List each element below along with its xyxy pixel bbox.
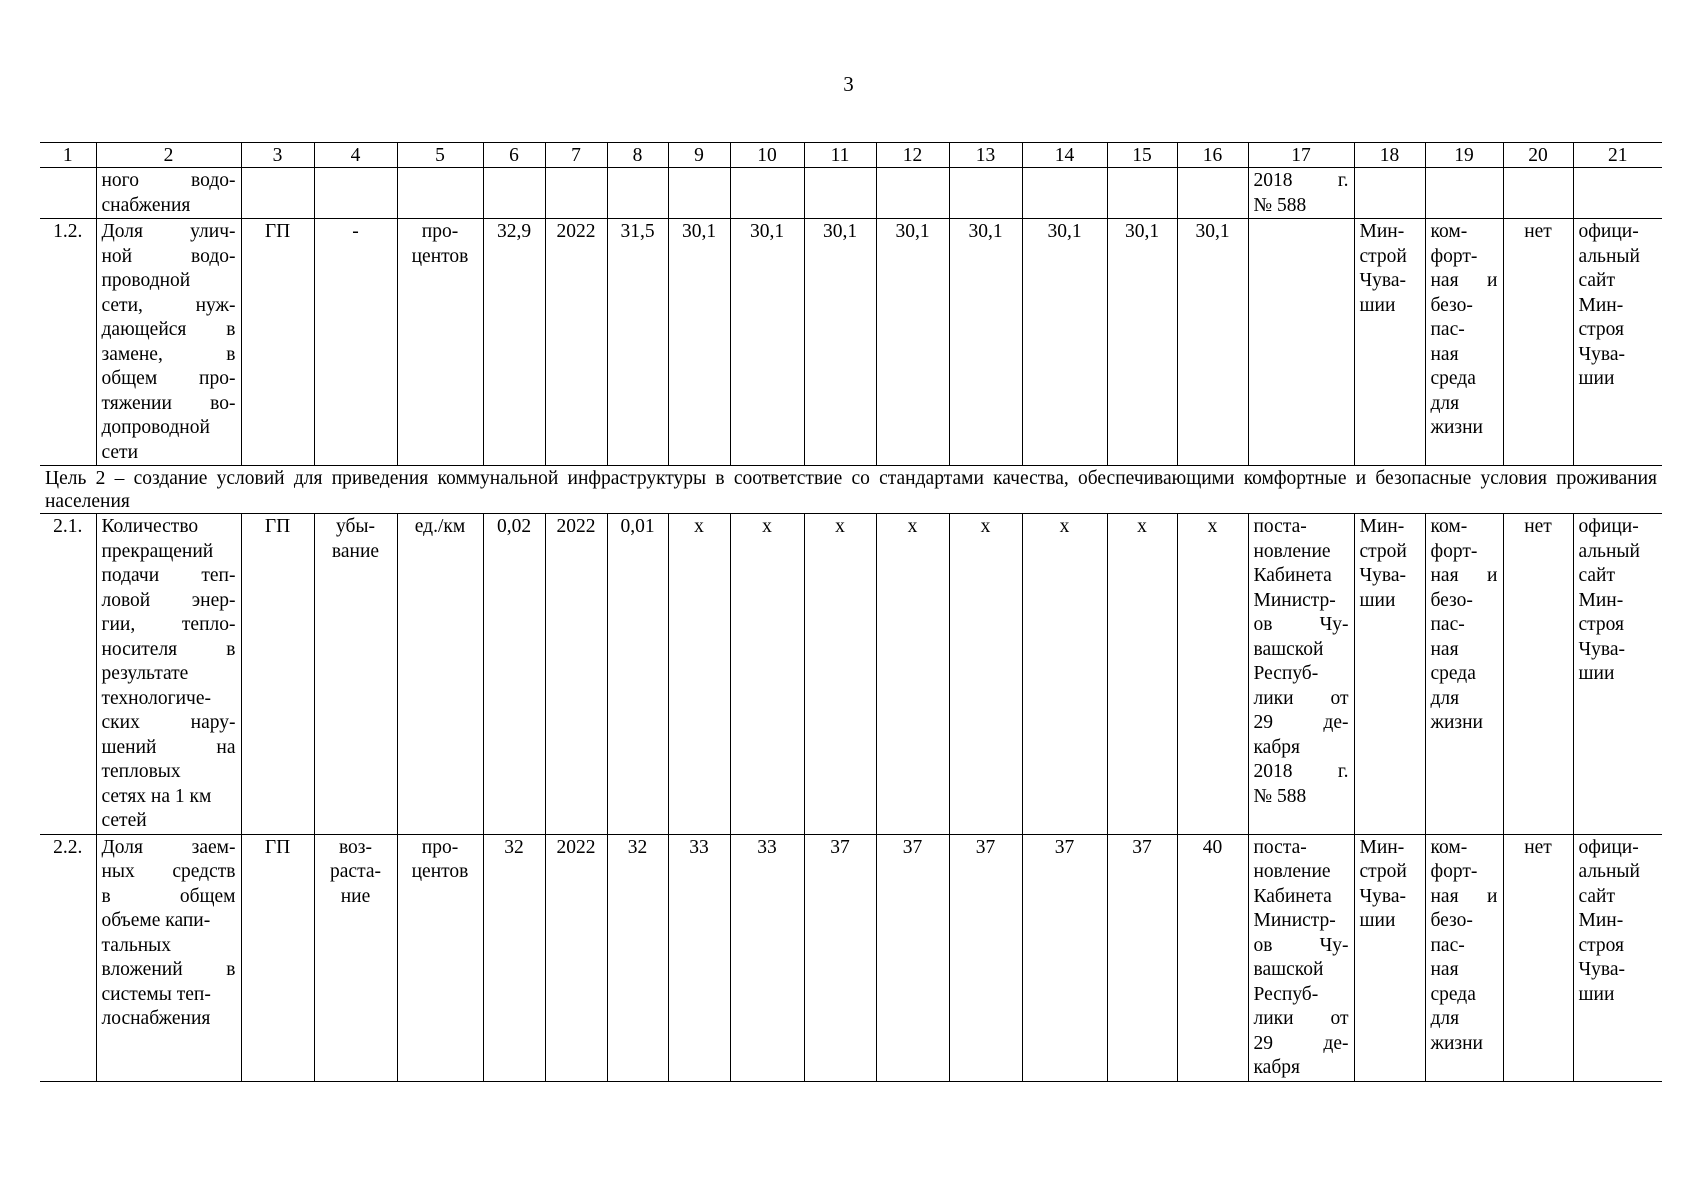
column-number: 21 (1573, 143, 1662, 168)
cell-type: ГП (241, 219, 314, 466)
cell-indicator-name: Количество прекращений подачи теп- ловой энер- гии, тепло- носителя в результате технологиче- ских нару- шений на тепловых сетях на 1 км сетей (96, 514, 241, 835)
cell-empty (1022, 168, 1107, 219)
cell-value: 33 (730, 834, 804, 1081)
cell-value: 32 (607, 834, 668, 1081)
cell-value: х (949, 514, 1022, 835)
cell-number: 1.2. (40, 219, 96, 466)
cell-responsible: Мин- строй Чува- шии (1354, 514, 1425, 835)
column-number: 17 (1248, 143, 1354, 168)
cell-trend: воз- раста- ние (314, 834, 397, 1081)
cell-value: 30,1 (730, 219, 804, 466)
goal-row (40, 466, 1662, 514)
cell-indicator-name: Доля заем- ных средств в общем объеме капи- тальных вложений в системы теп- лоснабжения (96, 834, 241, 1081)
column-number: 11 (804, 143, 876, 168)
table-row-2-2 (40, 834, 1662, 1081)
cell-value: 40 (1177, 834, 1248, 1081)
cell-legal-basis (1248, 219, 1354, 466)
cell-value: 30,1 (949, 219, 1022, 466)
cell-base-value: 32,9 (483, 219, 545, 466)
cell-empty (1425, 168, 1503, 219)
cell-national-goal: ком- форт- ная и безо- пас- ная среда для жизни (1425, 514, 1503, 835)
column-number: 15 (1107, 143, 1177, 168)
column-number: 7 (545, 143, 607, 168)
table-row-continuation (40, 168, 1662, 219)
cell-empty (483, 168, 545, 219)
cell-unit: про- центов (397, 219, 483, 466)
cell-value: 37 (876, 834, 949, 1081)
column-number: 5 (397, 143, 483, 168)
cell-empty (545, 168, 607, 219)
column-number: 3 (241, 143, 314, 168)
cell-value: 37 (804, 834, 876, 1081)
cell-number: 2.1. (40, 514, 96, 835)
column-number: 20 (1503, 143, 1573, 168)
cell-type: ГП (241, 834, 314, 1081)
cell-empty (730, 168, 804, 219)
table-row-2-1 (40, 514, 1662, 835)
cell-base-year: 2022 (545, 834, 607, 1081)
cell-value: х (1022, 514, 1107, 835)
cell-empty (1573, 168, 1662, 219)
column-number: 19 (1425, 143, 1503, 168)
cell-responsible: Мин- строй Чува- шии (1354, 834, 1425, 1081)
cell-value: 30,1 (876, 219, 949, 466)
cell-value: х (668, 514, 730, 835)
column-number: 14 (1022, 143, 1107, 168)
cell-value: 30,1 (668, 219, 730, 466)
cell-value: 37 (949, 834, 1022, 1081)
cell-info-source: офици- альный сайт Мин- строя Чува- шии (1573, 219, 1662, 466)
cell-number (40, 168, 96, 219)
cell-indicator-name: ного водо- снабжения (96, 168, 241, 219)
column-number: 9 (668, 143, 730, 168)
cell-legal-basis: 2018 г. № 588 (1248, 168, 1354, 219)
goal-2-text: Цель 2 – создание условий для приведения коммунальной инфраструктуры в соответствие со стандартами качества, обеспечивающими комфортные и безопасные условия проживания населения (40, 466, 1662, 514)
table-row-1-2 (40, 219, 1662, 466)
cell-value: 37 (1107, 834, 1177, 1081)
cell-empty (1503, 168, 1573, 219)
cell-empty (607, 168, 668, 219)
column-number: 13 (949, 143, 1022, 168)
cell-value: х (730, 514, 804, 835)
cell-info-source: офици- альный сайт Мин- строя Чува- шии (1573, 834, 1662, 1081)
column-number: 2 (96, 143, 241, 168)
cell-empty (1177, 168, 1248, 219)
cell-base-value: 32 (483, 834, 545, 1081)
cell-number: 2.2. (40, 834, 96, 1081)
cell-base-year: 2022 (545, 219, 607, 466)
cell-national-goal: ком- форт- ная и безо- пас- ная среда для жизни (1425, 834, 1503, 1081)
cell-value: х (1107, 514, 1177, 835)
cell-legal-basis: поста- новление Кабинета Министр- ов Чу- вашской Респуб- лики от 29 де- кабря (1248, 834, 1354, 1081)
column-number: 10 (730, 143, 804, 168)
column-number: 12 (876, 143, 949, 168)
cell-empty (876, 168, 949, 219)
cell-trend: - (314, 219, 397, 466)
cell-trend: убы- вание (314, 514, 397, 835)
cell-base-value: 0,02 (483, 514, 545, 835)
cell-empty (314, 168, 397, 219)
cell-value: 37 (1022, 834, 1107, 1081)
cell-indicator-name: Доля улич- ной водо- проводной сети, нуж- дающейся в замене, в общем про- тяжении во- допроводной сети (96, 219, 241, 466)
cell-value: х (804, 514, 876, 835)
cell-value: 30,1 (804, 219, 876, 466)
cell-info-source: офици- альный сайт Мин- строя Чува- шии (1573, 514, 1662, 835)
cell-responsible: Мин- строй Чува- шии (1354, 219, 1425, 466)
cell-value: 30,1 (1177, 219, 1248, 466)
page-number: 3 (843, 72, 854, 96)
cell-value: 30,1 (1107, 219, 1177, 466)
column-number: 18 (1354, 143, 1425, 168)
cell-value: х (1177, 514, 1248, 835)
cell-empty (949, 168, 1022, 219)
column-number: 8 (607, 143, 668, 168)
cell-empty (241, 168, 314, 219)
cell-empty (1354, 168, 1425, 219)
cell-unit: ед./км (397, 514, 483, 835)
column-number-header-row (40, 143, 1662, 168)
cell-legal-basis: поста- новление Кабинета Министр- ов Чу- вашской Респуб- лики от 29 де- кабря 2018 г. № 588 (1248, 514, 1354, 835)
cell-gis-flag: нет (1503, 834, 1573, 1081)
indicators-table (40, 142, 1662, 1082)
cell-value: 0,01 (607, 514, 668, 835)
cell-empty (668, 168, 730, 219)
cell-value: 30,1 (1022, 219, 1107, 466)
cell-empty (397, 168, 483, 219)
column-number: 6 (483, 143, 545, 168)
cell-value: х (876, 514, 949, 835)
cell-value: 33 (668, 834, 730, 1081)
cell-type: ГП (241, 514, 314, 835)
cell-empty (1107, 168, 1177, 219)
column-number: 1 (40, 143, 96, 168)
column-number: 16 (1177, 143, 1248, 168)
cell-gis-flag: нет (1503, 219, 1573, 466)
cell-value: 31,5 (607, 219, 668, 466)
cell-unit: про- центов (397, 834, 483, 1081)
cell-base-year: 2022 (545, 514, 607, 835)
column-number: 4 (314, 143, 397, 168)
cell-empty (804, 168, 876, 219)
cell-gis-flag: нет (1503, 514, 1573, 835)
cell-national-goal: ком- форт- ная и безо- пас- ная среда для жизни (1425, 219, 1503, 466)
